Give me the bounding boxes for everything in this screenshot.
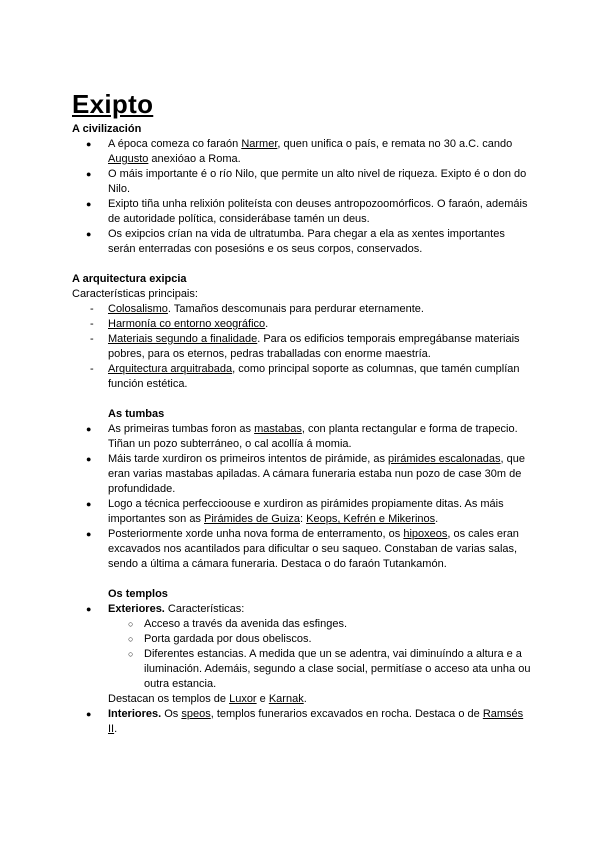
- list-item: [72, 707, 534, 737]
- civilizacion-list: [72, 137, 534, 257]
- text: , os cales eran excavados nos acantilados para dificultar o seu saqueo. Constaban de varias salas, sendo a última a cámara funeraria. Destaca o do faraón Tutankamón.: [108, 528, 519, 570]
- text: e: [256, 693, 269, 705]
- templos-list: [72, 602, 534, 692]
- text: .: [303, 693, 307, 705]
- page-title: Exipto: [72, 89, 154, 119]
- text: anexióao a Roma.: [148, 153, 241, 165]
- text: , quen unifica o país, e remata no 30 a.C. cando: [277, 138, 513, 150]
- link-karnak[interactable]: Karnak: [268, 693, 304, 705]
- section-heading-arquitectura: A arquitectura exipcia: [72, 273, 187, 285]
- text: .: [435, 513, 439, 525]
- sublist-item: ○ Acceso a través da avenida das esfinges.: [108, 617, 534, 632]
- arch-characteristics-list: [72, 302, 534, 392]
- list-item: [72, 602, 534, 692]
- templos-list-2: [72, 707, 534, 737]
- text: :: [300, 513, 307, 525]
- list-item: [72, 332, 534, 362]
- text: .: [114, 723, 118, 735]
- text: , templos funerarios excavados en rocha. Destaca o de: [210, 708, 483, 720]
- link-keops[interactable]: Keops, Kefrén e Mikerinos: [306, 513, 436, 525]
- link-mastabas[interactable]: mastabas: [254, 423, 302, 435]
- list-item: ● Exipto tiña unha relixión politeísta con deuses antropozoomórficos. O faraón, ademáis de autoridade política, considerábase tamén un deus.: [72, 197, 534, 227]
- link-harmonia[interactable]: Harmonía co entorno xeográfico: [108, 318, 266, 330]
- text: Destacan os templos de: [108, 693, 230, 705]
- list-item: [72, 452, 534, 497]
- text: . Para os edificios temporais empregábanse materiais pobres, para os eternos, pedras traballadas con enorme maestría.: [108, 333, 520, 360]
- text: Máis tarde xurdiron os primeiros intentos de pirámide, as: [108, 453, 389, 465]
- text: . Tamaños descomunais para perdurar eternamente.: [167, 303, 424, 315]
- sublist-item: ○ Diferentes estancias. A medida que un se adentra, vai diminuíndo a altura e a iluminación. Ademáis, segundo a clase social, permitíase o acceso ata unha ou outra estancia.: [108, 647, 534, 692]
- section-heading-civilizacion: A civilización: [72, 123, 142, 135]
- link-speos[interactable]: speos: [181, 708, 211, 720]
- link-augusto[interactable]: Augusto: [108, 153, 149, 165]
- text: , que eran varias mastabas apiladas. A cámara funeraria estaba nun pozo de case 30m de profundidade.: [108, 453, 525, 495]
- link-luxor[interactable]: Luxor: [229, 693, 257, 705]
- list-item: [72, 137, 534, 167]
- text: Logo a técnica perfeccioouse e xurdiron as pirámides propiamente ditas. As máis importantes son as: [108, 498, 504, 525]
- sublist-item: ○ Porta gardada por dous obeliscos.: [108, 632, 534, 647]
- exteriores-sublist: [108, 617, 534, 692]
- link-arquitrabada[interactable]: Arquitectura arquitrabada: [108, 363, 233, 375]
- link-piramides-escalonadas[interactable]: pirámides escalonadas: [388, 453, 501, 465]
- list-item: ● O máis importante é o río Nilo, que permite un alto nivel de riqueza. Exipto é o don do Nilo.: [72, 167, 534, 197]
- list-item: [72, 362, 534, 392]
- subsection-heading-tumbas: As tumbas: [108, 408, 165, 420]
- text: Posteriormente xorde unha nova forma de enterramento, os: [108, 528, 404, 540]
- link-colosalismo[interactable]: Colosalismo: [108, 303, 168, 315]
- list-item: [72, 317, 534, 332]
- label-interiores: Interiores.: [108, 708, 162, 720]
- link-materiais[interactable]: Materiais segundo a finalidade: [108, 333, 258, 345]
- list-item: [72, 497, 534, 527]
- destacan-line: [72, 692, 534, 707]
- text: As primeiras tumbas foron as: [108, 423, 255, 435]
- link-hipoxeos[interactable]: hipoxeos: [403, 528, 448, 540]
- document-page: [72, 86, 534, 737]
- text: Os: [161, 708, 182, 720]
- link-piramides-guiza[interactable]: Pirámides de Guiza: [204, 513, 300, 525]
- text: .: [265, 318, 269, 330]
- text: Características:: [164, 603, 245, 615]
- label-exteriores: Exteriores.: [108, 603, 165, 615]
- link-narmer[interactable]: Narmer: [241, 138, 278, 150]
- link-ramses[interactable]: Ramsés II: [108, 708, 524, 735]
- text: , con planta rectangular e forma de trapecio. Tiñan un pozo subterráneo, o cal acollía á momia.: [108, 423, 518, 450]
- arch-intro: Características principais:: [72, 288, 198, 300]
- tumbas-list: [72, 422, 534, 572]
- list-item: [72, 302, 534, 317]
- list-item: [72, 527, 534, 572]
- list-item: ● Os exipcios crían na vida de ultratumba. Para chegar a ela as xentes importantes serán enterradas con posesións e os seus corpos, conservados.: [72, 227, 534, 257]
- text: , como principal soporte as columnas, que tamén cumplían función estética.: [108, 363, 520, 390]
- text: A época comeza co faraón: [108, 138, 242, 150]
- subsection-heading-templos: Os templos: [108, 588, 168, 600]
- list-item: [72, 422, 534, 452]
